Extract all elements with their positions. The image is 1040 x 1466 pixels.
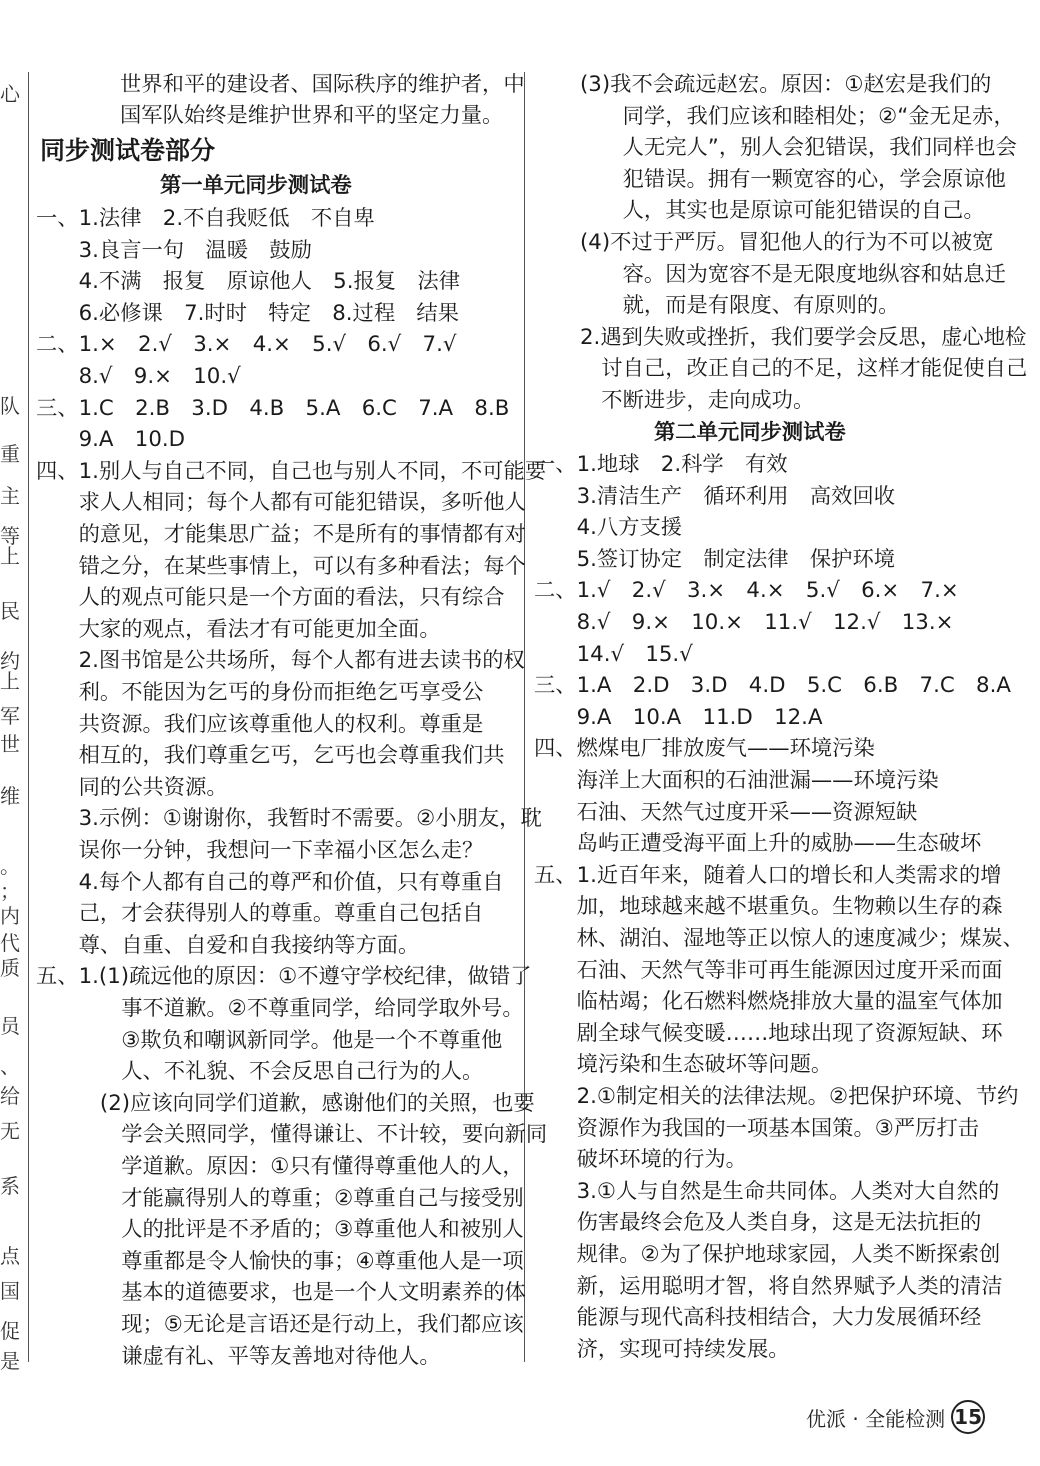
text-line: 9.A 10.A 11.D 12.A — [534, 704, 823, 730]
page-number: 15 — [951, 1400, 985, 1434]
text-line: 现；⑤无论是言语还是行动上，我们都应该 — [36, 1312, 524, 1337]
text-line: 二、1.× 2.√ 3.× 4.× 5.√ 6.√ 7.√ — [36, 332, 457, 358]
text-line: 相互的，我们尊重乞丐，乞丐也会尊重我们共 — [36, 743, 505, 769]
text-line: 五、1.(1)疏远他的原因：①不遵守学校纪律，做错了 — [36, 964, 532, 990]
text-line: 岛屿正遭受海平面上升的威胁——生态破坏 — [534, 831, 982, 857]
text-line: 能源与现代高科技相结合，大力发展循环经 — [534, 1305, 982, 1331]
text-line: 剧全球气候变暖……地球出现了资源短缺、环 — [534, 1020, 1003, 1046]
text-line: 才能赢得别人的尊重；②尊重自己与接受别 — [36, 1185, 524, 1211]
text-line: 就，而是有限度、有原则的。 — [580, 293, 900, 319]
margin-char: 维 — [0, 784, 20, 808]
text-line: 2.遇到失败或挫折，我们要学会反思，虚心地检 — [580, 324, 1027, 350]
text-line: 3.①人与自然是生命共同体。人类对大自然的 — [534, 1178, 1000, 1204]
text-line: 一、1.法律 2.不自我贬低 不自卑 — [36, 206, 375, 231]
text-line: 世界和平的建设者、国际秩序的维护者，中 — [120, 72, 525, 97]
text-line: 6.必修课 7.时时 特定 8.过程 结果 — [36, 300, 460, 326]
margin-char: 上 — [0, 669, 20, 693]
text-line: 4.八方支援 — [534, 515, 683, 541]
text-line: 8.√ 9.× 10.√ — [36, 364, 241, 389]
margin-char: 无 — [0, 1119, 20, 1143]
text-line: 伤害最终会危及人类自身，这是无法抗拒的 — [534, 1210, 982, 1236]
margin-char: 是 — [0, 1349, 20, 1373]
text-line: 三、1.A 2.D 3.D 4.D 5.C 6.B 7.C 8.A — [534, 673, 1011, 699]
text-line: 四、1.别人与自己不同，自己也与别人不同，不可能要 — [36, 458, 547, 484]
margin-char: 世 — [0, 732, 20, 756]
text-line: 求人人相同；每个人都有可能犯错误，多听他人 — [36, 490, 526, 516]
text-line: 5.签订协定 制定法律 保护环境 — [534, 546, 896, 572]
text-line: 国军队始终是维护世界和平的坚定力量。 — [120, 103, 504, 128]
text-line: 共资源。我们应该尊重他人的权利。尊重是 — [36, 711, 484, 737]
text-line: 尊重都是令人愉快的事；④尊重他人是一项 — [36, 1248, 524, 1274]
text-line: ③欺负和嘲讽新同学。他是一个不尊重他 — [36, 1027, 503, 1053]
margin-char: 民 — [0, 599, 20, 623]
margin-char: 队 — [0, 394, 20, 418]
text-line: 同的公共资源。 — [36, 774, 228, 800]
text-line: 学会关照同学，懂得谦让、不计较，要向新同 — [36, 1122, 548, 1148]
text-line: 讨自己，改正自己的不足，这样才能促使自己 — [580, 356, 1028, 382]
margin-char: 系 — [0, 1174, 20, 1198]
section-title: 同步测试卷部分 — [40, 136, 216, 165]
margin-char: 主 — [0, 484, 20, 508]
text-line: 误你一分钟，我想问一下幸福小区怎么走？ — [36, 838, 484, 863]
text-line: (4)不过于严厉。冒犯他人的行为不可以被宽 — [580, 230, 994, 255]
margin-char: 心 — [0, 82, 20, 106]
text-line: 五、1.近百年来，随着人口的增长和人类需求的增 — [534, 862, 1002, 888]
margin-char: 给 — [0, 1084, 20, 1108]
column-rule-center — [524, 72, 525, 1362]
margin-char: 上 — [0, 544, 20, 568]
margin-char: 代 — [0, 931, 20, 955]
left-margin-bleed-text — [0, 60, 22, 1390]
text-line: 人的批评是不矛盾的；③尊重他人和被别人 — [36, 1217, 524, 1243]
text-line: 人、不礼貌、不会反思自己行为的人。 — [36, 1059, 484, 1085]
text-line: 临枯竭；化石燃料燃烧排放大量的温室气体加 — [534, 989, 1003, 1015]
text-line: 一、1.地球 2.科学 有效 — [534, 452, 788, 477]
text-line: 错之分，在某些事情上，可以有多种看法；每个 — [36, 553, 526, 579]
text-line: 14.√ 15.√ — [534, 641, 693, 667]
margin-char: 促 — [0, 1319, 20, 1343]
text-line: 8.√ 9.× 10.× 11.√ 12.√ 13.× — [534, 610, 954, 635]
text-line: 事不道歉。②不尊重同学，给同学取外号。 — [36, 996, 524, 1021]
text-line: 的意见，才能集思广益；不是所有的事情都有对 — [36, 522, 526, 547]
text-line: 2.①制定相关的法律法规。②把保护环境、节约 — [534, 1084, 1019, 1109]
text-line: 四、燃煤电厂排放废气——环境污染 — [534, 736, 875, 762]
text-line: 海洋上大面积的石油泄漏——环境污染 — [534, 768, 939, 793]
margin-char: 军 — [0, 704, 20, 728]
text-line: 境污染和生态破坏等问题。 — [534, 1052, 833, 1078]
text-line: 人的观点可能只是一个方面的看法，只有综合 — [36, 585, 505, 611]
margin-char: 点 — [0, 1244, 20, 1268]
text-line: 林、湖泊、湿地等正以惊人的速度减少；煤炭、 — [534, 926, 1024, 951]
text-line: 4.不满 报复 原谅他人 5.报复 法律 — [36, 269, 460, 295]
text-line: (2)应该向同学们道歉，感谢他们的关照，也要 — [36, 1090, 535, 1116]
margin-char: 国 — [0, 1279, 20, 1303]
margin-char: 。 — [0, 854, 20, 878]
text-line: 3.良言一句 温暖 鼓励 — [36, 237, 312, 263]
margin-char: 重 — [0, 442, 20, 466]
text-line: 3.清洁生产 循环利用 高效回收 — [534, 483, 896, 509]
text-line: 石油、天然气过度开采——资源短缺 — [534, 799, 918, 825]
text-line: 2.图书馆是公共场所，每个人都有进去读书的权 — [36, 648, 525, 674]
text-line: 基本的道德要求，也是一个人文明素养的体 — [36, 1280, 526, 1306]
unit-title: 第一单元同步测试卷 — [160, 173, 352, 198]
margin-char: 约 — [0, 649, 20, 673]
text-line: 容。因为宽容不是无限度地纵容和姑息迁 — [580, 261, 1006, 287]
text-line: 人无完人”，别人会犯错误，我们同样也会 — [580, 135, 1017, 161]
footer-brand: 优派 · 全能检测 — [806, 1406, 946, 1431]
text-line: 加，地球越来越不堪重负。生物赖以生存的森 — [534, 894, 1003, 920]
page-footer — [806, 1400, 985, 1434]
margin-char: 、 — [0, 1054, 20, 1078]
text-line: 新，运用聪明才智，将自然界赋予人类的清洁 — [534, 1273, 1003, 1299]
margin-char: 内 — [0, 904, 20, 928]
margin-char: 质 — [0, 956, 20, 980]
text-line: 规律。②为了保护地球家园，人类不断探索创 — [534, 1242, 1001, 1267]
text-line: 尊、自重、自爱和自我接纳等方面。 — [36, 932, 420, 958]
text-line: 济，实现可持续发展。 — [534, 1336, 790, 1362]
text-line: 犯错误。拥有一颗宽容的心，学会原谅他 — [580, 166, 1006, 192]
margin-char: 员 — [0, 1014, 20, 1038]
margin-char: 等 — [0, 524, 20, 548]
column-rule-left — [28, 72, 29, 1362]
text-line: 二、1.√ 2.√ 3.× 4.× 5.√ 6.× 7.× — [534, 578, 959, 604]
text-line: 三、1.C 2.B 3.D 4.B 5.A 6.C 7.A 8.B — [36, 395, 510, 421]
text-line: 大家的观点，看法才有可能更加全面。 — [36, 616, 441, 642]
text-line: 3.示例：①谢谢你，我暂时不需要。②小朋友，耽 — [36, 806, 542, 832]
text-line: 利。不能因为乞丐的身份而拒绝乞丐享受公 — [36, 680, 484, 705]
text-line: 人，其实也是原谅可能犯错误的自己。 — [580, 198, 985, 224]
text-line: 石油、天然气等非可再生能源因过度开采而面 — [534, 957, 1003, 983]
text-line: 同学，我们应该和睦相处；②“金无足赤， — [580, 103, 1015, 129]
text-line: 4.每个人都有自己的尊严和价值，只有尊重自 — [36, 869, 504, 895]
text-line: 资源作为我国的一项基本国策。③严厉打击 — [534, 1115, 980, 1141]
text-line: 己，才会获得别人的尊重。尊重自己包括自 — [36, 901, 484, 927]
text-line: 谦虚有礼、平等友善地对待他人。 — [36, 1343, 441, 1369]
text-line: 破坏环境的行为。 — [534, 1147, 747, 1173]
margin-char: ； — [0, 879, 20, 903]
text-line: 9.A 10.D — [36, 427, 186, 453]
text-line: 学道歉。原因：①只有懂得尊重他人的人， — [36, 1154, 524, 1179]
text-line: (3)我不会疏远赵宏。原因：①赵宏是我们的 — [580, 72, 992, 97]
text-line: 不断进步，走向成功。 — [580, 388, 815, 413]
unit-title: 第二单元同步测试卷 — [654, 420, 846, 445]
